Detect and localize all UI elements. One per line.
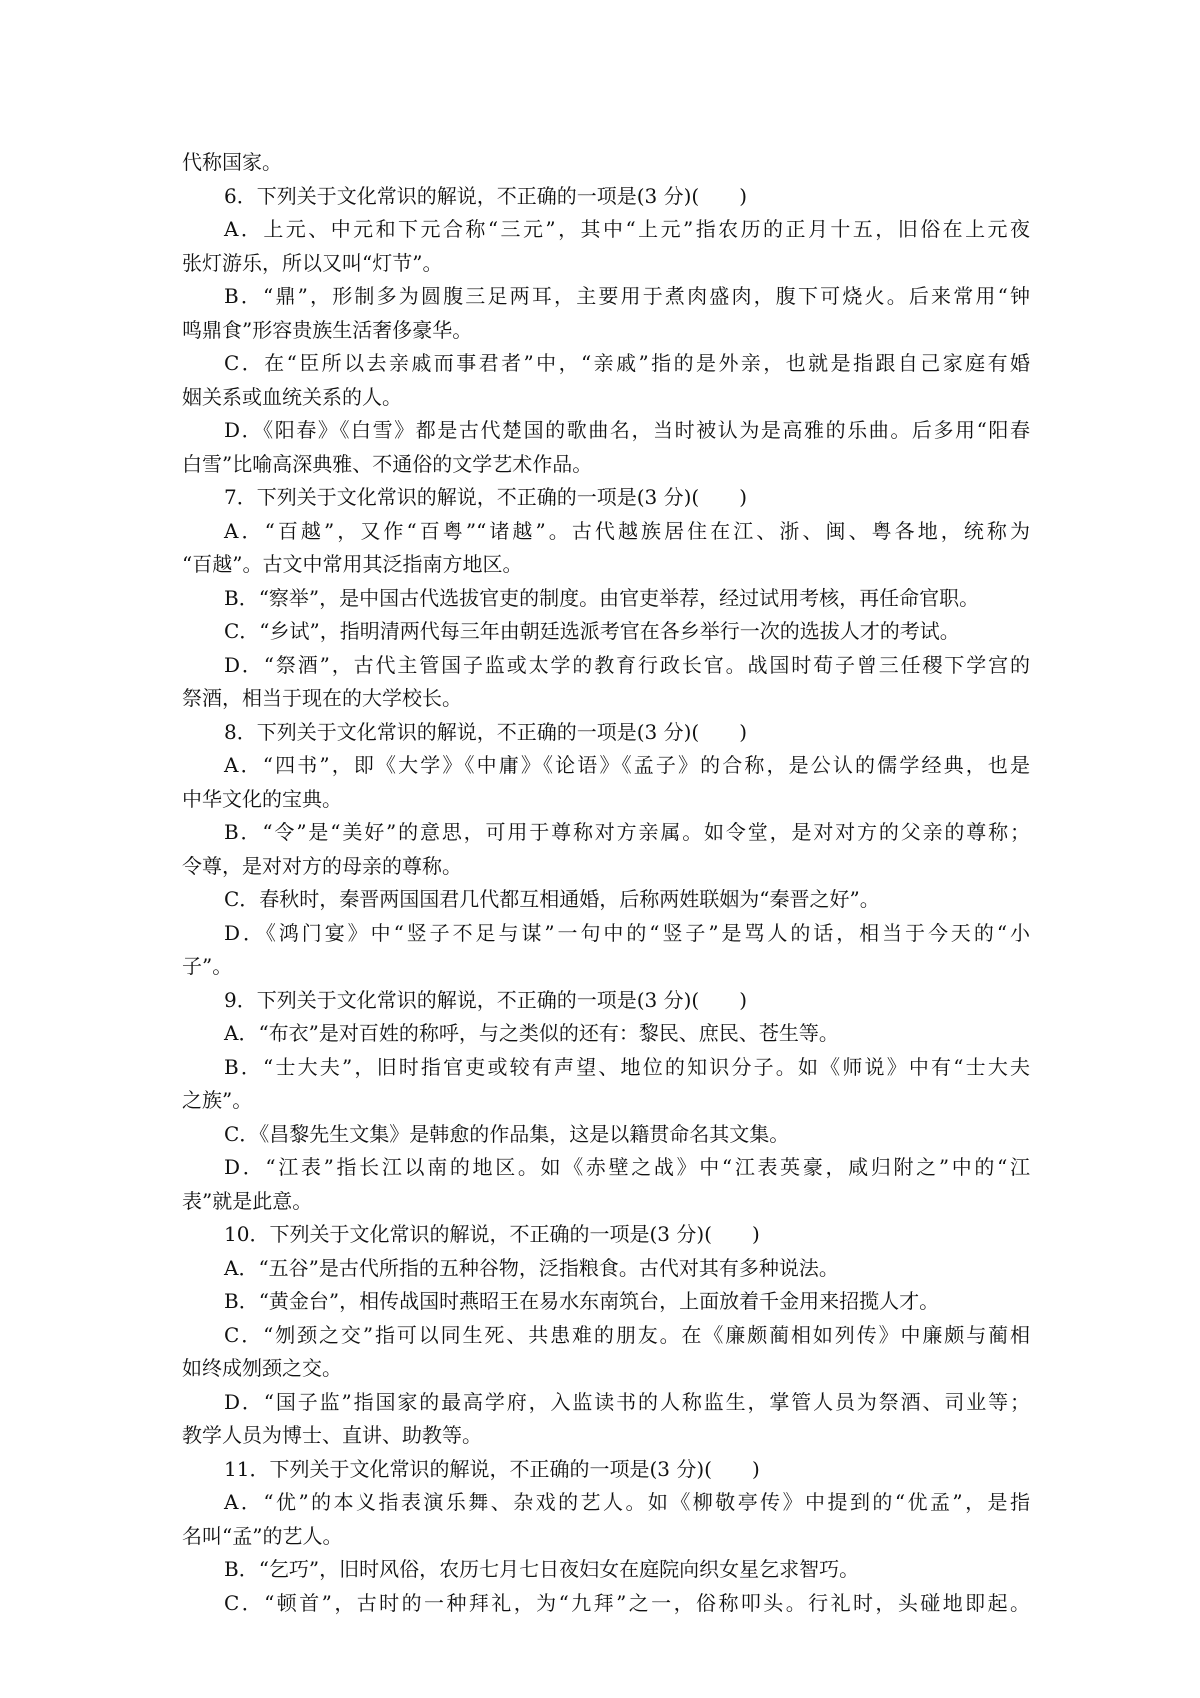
document-page (182, 146, 1030, 1620)
option-a: A．“四书”，即《大学》《中庸》《论语》《孟子》的合称，是公认的儒学经典，也是 (224, 753, 1030, 777)
option-d: D．《鸿门宴》中“竖子不足与谋”一句中的“竖子”是骂人的话，相当于今天的“小 (224, 920, 1030, 945)
option-b: B．“乞巧”，旧时风俗，农历七月七日夜妇女在庭院向织女星乞求智巧。 (224, 1557, 860, 1581)
text-line: 表”就是此意。 (182, 1188, 313, 1213)
option-b: B．“黄金台”，相传战国时燕昭王在易水东南筑台，上面放着千金用来招揽人才。 (224, 1289, 940, 1313)
text-line: 祭酒，相当于现在的大学校长。 (182, 686, 462, 710)
text-line: 教学人员为博士、直讲、助教等。 (182, 1423, 482, 1447)
question-7-stem: 7．下列关于文化常识的解说，不正确的一项是(3 分)( ) (224, 485, 748, 509)
option-b: B．“令”是“美好”的意思，可用于尊称对方亲属。如令堂，是对对方的父亲的尊称； (224, 820, 1030, 844)
text-line: 之族”。 (182, 1088, 253, 1112)
text-line: 子”。 (182, 954, 233, 978)
option-d: D．“江表”指长江以南的地区。如《赤壁之战》中“江表英豪，咸归附之”中的“江 (224, 1155, 1030, 1179)
question-9-stem: 9．下列关于文化常识的解说，不正确的一项是(3 分)( ) (224, 987, 748, 1012)
text-line: 中华文化的宝典。 (182, 786, 342, 811)
text-line: 鸣鼎食”形容贵族生活奢侈豪华。 (182, 317, 473, 342)
text-line: 张灯游乐，所以又叫“灯节”。 (182, 250, 443, 275)
question-11-stem: 11．下列关于文化常识的解说，不正确的一项是(3 分)( ) (224, 1456, 760, 1481)
option-b: B．“鼎”，形制多为圆腹三足两耳，主要用于煮肉盛肉，腹下可烧火。后来常用“钟 (224, 284, 1030, 308)
option-c: C．“刎颈之交”指可以同生死、共患难的朋友。在《廉颇蔺相如列传》中廉颇与蔺相 (224, 1322, 1030, 1347)
option-a: A．“百越”，又作“百粤”“诸越”。古代越族居住在江、浙、闽、粤各地，统称为 (224, 518, 1030, 543)
option-a: A．上元、中元和下元合称“三元”，其中“上元”指农历的正月十五，旧俗在上元夜 (224, 217, 1030, 241)
question-10-stem: 10．下列关于文化常识的解说，不正确的一项是(3 分)( ) (224, 1222, 760, 1246)
text-line: 如终成刎颈之交。 (182, 1356, 342, 1380)
option-d: D．“祭酒”，古代主管国子监或太学的教育行政长官。战国时荀子曾三任稷下学宫的 (224, 652, 1030, 677)
option-a: A．“布衣”是对百姓的称呼，与之类似的还有：黎民、庶民、苍生等。 (224, 1021, 839, 1045)
text-line: 令尊，是对对方的母亲的尊称。 (182, 853, 462, 878)
question-6-stem: 6．下列关于文化常识的解说，不正确的一项是(3 分)( ) (224, 183, 748, 208)
text-line: 名叫“孟”的艺人。 (182, 1523, 343, 1548)
text-line: 白雪”比喻高深典雅、不通俗的文学艺术作品。 (182, 451, 593, 476)
option-c: C．“乡试”，指明清两代每三年由朝廷选派考官在各乡举行一次的选拔人才的考试。 (224, 619, 960, 643)
option-a: A．“优”的本义指表演乐舞、杂戏的艺人。如《柳敬亭传》中提到的“优孟”，是指 (224, 1490, 1030, 1514)
question-8-stem: 8．下列关于文化常识的解说，不正确的一项是(3 分)( ) (224, 719, 748, 744)
text-line: 姻关系或血统关系的人。 (182, 384, 402, 409)
option-b: B．“察举”，是中国古代选拔官吏的制度。由官吏举荐，经过试用考核，再任命官职。 (224, 585, 980, 610)
option-d: D．“国子监”指国家的最高学府，入监读书的人称监生，掌管人员为祭酒、司业等； (224, 1389, 1030, 1414)
text-line: 代称国家。 (182, 150, 282, 174)
option-b: B．“士大夫”，旧时指官吏或较有声望、地位的知识分子。如《师说》中有“士大夫 (224, 1054, 1030, 1079)
option-d: D．《阳春》《白雪》都是古代楚国的歌曲名，当时被认为是高雅的乐曲。后多用“阳春 (224, 418, 1030, 442)
option-c: C．在“臣所以去亲戚而事君者”中，“亲戚”指的是外亲，也就是指跟自己家庭有婚 (224, 351, 1030, 375)
option-c: C．春秋时，秦晋两国国君几代都互相通婚，后称两姓联姻为“秦晋之好”。 (224, 887, 880, 911)
text-line: “百越”。古文中常用其泛指南方地区。 (182, 552, 523, 576)
option-a: A．“五谷”是古代所指的五种谷物，泛指粮食。古代对其有多种说法。 (224, 1255, 839, 1280)
option-c: C．《昌黎先生文集》是韩愈的作品集，这是以籍贯命名其文集。 (224, 1121, 790, 1146)
option-c: C．“顿首”，古时的一种拜礼，为“九拜”之一，俗称叩头。行礼时，头碰地即起。 (224, 1590, 1030, 1615)
